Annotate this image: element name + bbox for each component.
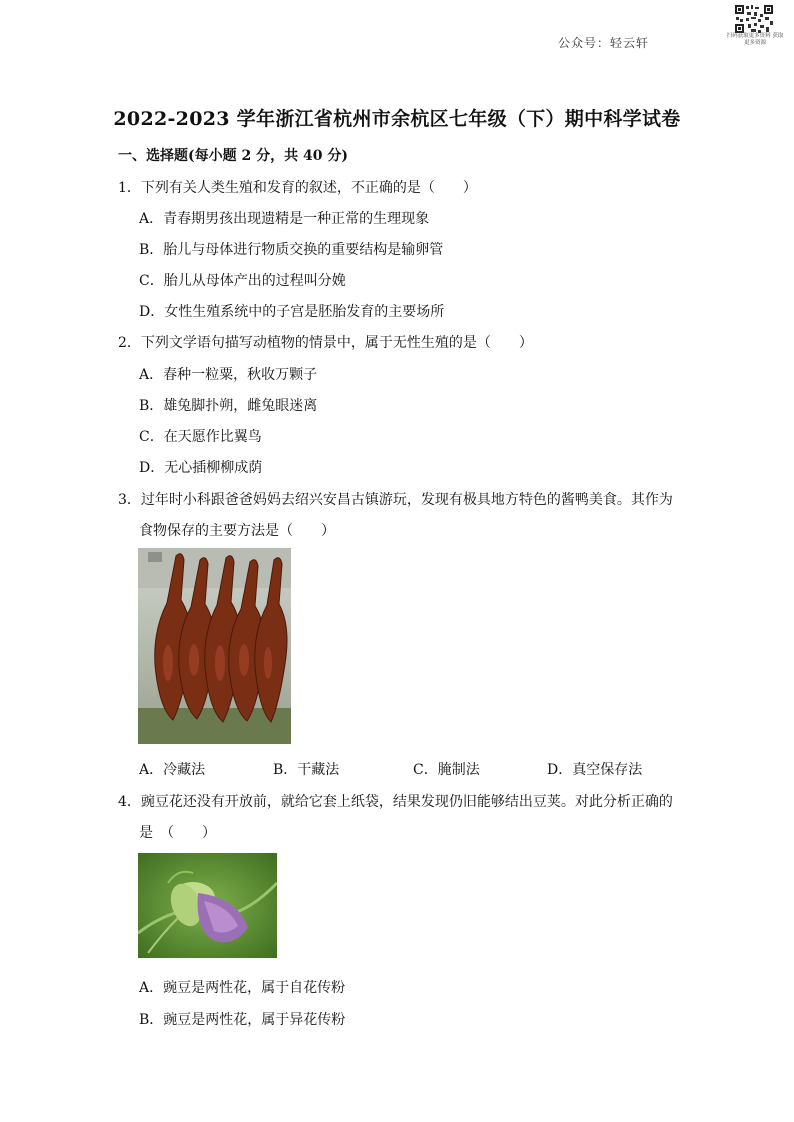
question-4-option-a: A．豌豆是两性花，属于自花传粉 xyxy=(139,980,346,996)
cured-duck-image xyxy=(138,548,291,744)
question-2-option-d: D．无心插柳柳成荫 xyxy=(139,460,263,476)
question-2-option-b: B．雄兔脚扑朔，雌兔眼迷离 xyxy=(139,398,318,414)
question-3-stem: 3．过年时小科跟爸爸妈妈去绍兴安昌古镇游玩，发现有极具地方特色的酱鸭美食。其作为 xyxy=(118,492,673,508)
question-1-option-c: C．胎儿从母体产出的过程叫分娩 xyxy=(139,273,346,289)
question-4-option-b: B．豌豆是两性花，属于异花传粉 xyxy=(139,1012,346,1028)
question-3-stem-cont: 食物保存的主要方法是（ ） xyxy=(139,523,335,539)
pea-flower-image xyxy=(138,853,277,958)
question-2-stem: 2．下列文学语句描写动植物的情景中，属于无性生殖的是（ ） xyxy=(118,335,533,351)
header-note: 公众号：轻云轩 xyxy=(558,36,650,50)
qr-caption: 扫码获取更多资料 获取更多资源 xyxy=(726,33,784,46)
qr-code-icon xyxy=(734,4,774,34)
question-2-option-c: C．在天愿作比翼鸟 xyxy=(139,429,262,445)
question-3-option-a: A．冷藏法 xyxy=(139,762,206,778)
question-1-stem: 1．下列有关人类生殖和发育的叙述，不正确的是（ ） xyxy=(118,180,477,196)
question-3-option-b: B．干藏法 xyxy=(273,762,340,778)
page-title: 2022-2023 学年浙江省杭州市余杭区七年级（下）期中科学试卷 xyxy=(113,108,681,130)
question-4-stem-cont: 是 （ ） xyxy=(139,825,216,841)
section-heading: 一、选择题(每小题 2 分，共 40 分) xyxy=(118,148,348,164)
question-3-option-d: D．真空保存法 xyxy=(547,762,643,778)
question-3-option-c: C．腌制法 xyxy=(413,762,480,778)
question-1-option-d: D．女性生殖系统中的子宫是胚胎发育的主要场所 xyxy=(139,304,445,320)
question-4-stem: 4．豌豆花还没有开放前，就给它套上纸袋，结果发现仍旧能够结出豆荚。对此分析正确的 xyxy=(118,794,673,810)
question-2-option-a: A．春种一粒粟，秋收万颗子 xyxy=(139,367,318,383)
question-1-option-a: A．青春期男孩出现遗精是一种正常的生理现象 xyxy=(139,211,430,227)
question-1-option-b: B．胎儿与母体进行物质交换的重要结构是输卵管 xyxy=(139,242,444,258)
